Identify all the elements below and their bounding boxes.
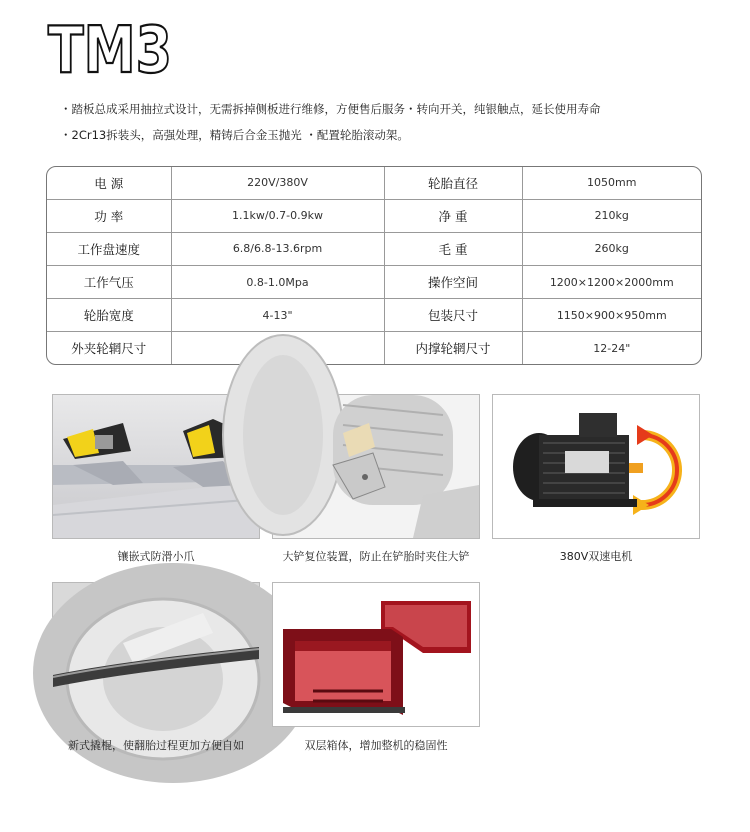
- spec-value: 1200×1200×2000mm: [522, 265, 701, 298]
- spec-value: 1050mm: [522, 167, 701, 199]
- spec-value: 1150×900×950mm: [522, 299, 701, 332]
- photo-bead-breaker: [272, 394, 480, 539]
- spec-label: 功 率: [47, 199, 171, 232]
- spec-label: 电 源: [47, 167, 171, 199]
- spec-label: 内撑轮辋尺寸: [384, 332, 522, 364]
- spec-row: [47, 232, 701, 265]
- feature-list: [60, 96, 601, 148]
- spec-label: 轮胎直径: [384, 167, 522, 199]
- spec-row: [47, 167, 701, 199]
- feature-line: ・2Cr13拆装头，高强处理，精铸后合金玉抛光 ・配置轮胎滚动架。: [60, 128, 409, 142]
- model-title: [46, 14, 176, 88]
- cabinet-icon: [273, 583, 479, 726]
- spec-row: [47, 199, 701, 232]
- spec-label: 轮胎宽度: [47, 299, 171, 332]
- spec-label: 操作空间: [384, 265, 522, 298]
- spec-value: 220V/380V: [171, 167, 384, 199]
- tire-lever-icon: [53, 583, 259, 726]
- spec-value: 4-13": [171, 299, 384, 332]
- photo-tire-lever: [52, 582, 260, 727]
- bead-breaker-icon: [273, 395, 479, 538]
- spec-value: 12-24": [522, 332, 701, 364]
- spec-label: 包装尺寸: [384, 299, 522, 332]
- photo-caption: 镶嵌式防滑小爪: [117, 550, 195, 563]
- photo-caption: 双层箱体，增加整机的稳固性: [304, 739, 448, 752]
- spec-row: [47, 299, 701, 332]
- spec-label: 工作气压: [47, 265, 171, 298]
- spec-label: 工作盘速度: [47, 232, 171, 265]
- photo-caption: 大铲复位装置，防止在铲胎时夹住大铲: [282, 550, 470, 563]
- spec-label: 外夹轮辋尺寸: [47, 332, 171, 364]
- motor-icon: [493, 395, 699, 538]
- spec-label: 毛 重: [384, 232, 522, 265]
- spec-value: 6.8/6.8-13.6rpm: [171, 232, 384, 265]
- spec-table: [46, 166, 702, 365]
- spec-row: [47, 265, 701, 298]
- photo-motor: [492, 394, 700, 539]
- feature-line: ・踏板总成采用抽拉式设计，无需拆掉侧板进行维修，方便售后服务・转向开关，纯银触点，延长使用寿命: [60, 102, 601, 116]
- photo-caption: 380V双速电机: [559, 550, 633, 563]
- svg-text:TM3: TM3: [48, 14, 172, 88]
- photo-caption: 新式撬棍，使翻胎过程更加方便自如: [68, 739, 244, 752]
- spec-value: 260kg: [522, 232, 701, 265]
- spec-value: 1.1kw/0.7-0.9kw: [171, 199, 384, 232]
- photo-cabinet: [272, 582, 480, 727]
- spec-value: 210kg: [522, 199, 701, 232]
- spec-row: [47, 332, 701, 364]
- spec-label: 净 重: [384, 199, 522, 232]
- spec-value: 0.8-1.0Mpa: [171, 265, 384, 298]
